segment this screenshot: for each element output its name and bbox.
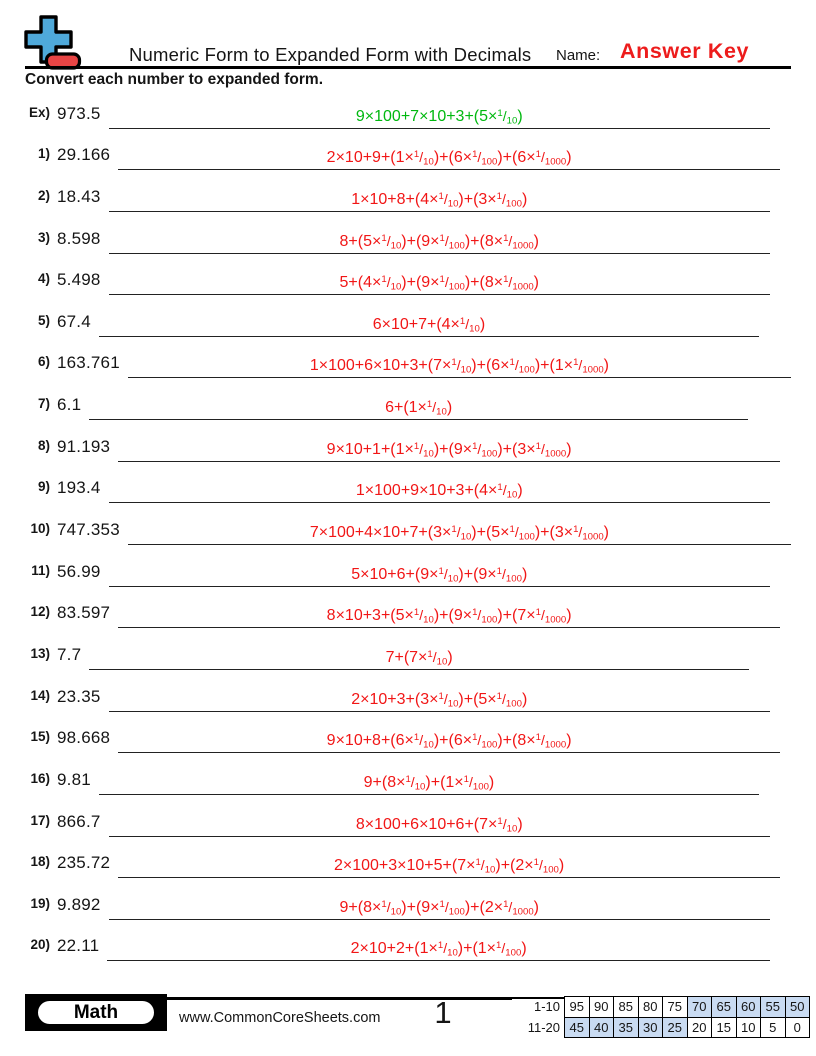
problem-row <box>0 254 770 296</box>
name-label: Name: <box>556 47 601 64</box>
answer-line <box>128 524 791 545</box>
problem-row <box>0 378 770 420</box>
answer-text: $2\times 10+3+(3\times^1/_{10})+(5\times^1/_{100})$ <box>351 690 528 709</box>
problem-label: 14) <box>30 687 50 703</box>
problem-number: 67.4 <box>57 311 91 331</box>
score-row <box>512 996 810 1018</box>
score-row-label: 1-10 <box>512 999 565 1014</box>
problem-number: 235.72 <box>57 853 111 873</box>
problem-label: 8) <box>37 437 50 453</box>
problem-row <box>0 129 770 171</box>
problems-list <box>0 87 770 961</box>
score-cell: 65 <box>711 996 737 1018</box>
problem-label: 16) <box>30 770 50 786</box>
problem-number: 9.892 <box>57 894 101 914</box>
problem-number: 7.7 <box>57 644 82 664</box>
score-cell: 30 <box>638 1017 664 1039</box>
answer-text: $8\times 10+3+(5\times^1/_{10})+(9\times^1/_{100})+(7\times^1/_{1000})$ <box>326 607 572 626</box>
problem-label: 10) <box>30 521 50 537</box>
answer-text: $5\times 10+6+(9\times^1/_{10})+(9\times^1/_{100})$ <box>351 565 528 585</box>
answer-text: $9\times 100+7\times 10+3+(5\times^1/_{10})$ <box>355 107 523 127</box>
score-cell: 5 <box>760 1017 786 1039</box>
problem-row <box>0 503 770 545</box>
page-title: Numeric Form to Expanded Form with Decimals <box>129 44 532 65</box>
problem-label: 4) <box>37 271 50 287</box>
answer-line <box>109 191 770 212</box>
answer-text: $7+(7\times^1/_{10})$ <box>385 648 453 668</box>
problem-row <box>0 795 770 837</box>
problem-label: 13) <box>30 645 50 661</box>
problem-label: 5) <box>37 312 50 328</box>
problem-label: 18) <box>30 854 50 870</box>
problem-label: 19) <box>30 895 50 911</box>
answer-text: $1\times 10+8+(4\times^1/_{10})+(3\times^1/_{100})$ <box>351 190 528 210</box>
score-table <box>512 996 810 1038</box>
problem-label: 11) <box>31 562 50 578</box>
answer-text: $2\times 100+3\times 10+5+(7\times^1/_{10})+(2\times^1/_{100})$ <box>333 857 565 876</box>
answer-text: $1\times 100+6\times 10+3+(7\times^1/_{10})+(6\times^1/_{100})+(1\times^1/_{1000})$ <box>309 357 609 376</box>
problem-number: 8.598 <box>57 228 101 248</box>
answer-line <box>118 441 780 462</box>
score-cell: 95 <box>564 996 590 1018</box>
answer-line <box>109 566 770 587</box>
answer-line <box>109 899 770 920</box>
score-cell: 90 <box>589 996 615 1018</box>
answer-line <box>99 316 759 337</box>
answer-line <box>118 857 780 878</box>
answer-text: $2\times 10+2+(1\times^1/_{10})+(1\times^1/_{100})$ <box>350 940 527 959</box>
problem-row <box>0 170 770 212</box>
score-cell: 35 <box>613 1017 639 1039</box>
problem-row <box>0 545 770 587</box>
problem-label: 12) <box>30 604 50 620</box>
page-number: 1 <box>434 995 452 1030</box>
problem-row <box>0 628 770 670</box>
problem-label: 17) <box>30 812 50 828</box>
problem-number: 5.498 <box>57 270 101 290</box>
score-row <box>512 1018 810 1039</box>
problem-row <box>0 295 770 337</box>
score-cell: 0 <box>785 1017 811 1039</box>
problem-label: 2) <box>37 187 50 203</box>
problem-label: 15) <box>30 729 50 745</box>
problem-number: 163.761 <box>57 353 120 373</box>
problem-number: 91.193 <box>57 436 111 456</box>
answer-line <box>118 732 780 753</box>
problem-row <box>0 462 770 504</box>
problem-number: 98.668 <box>57 728 111 748</box>
answer-line <box>89 399 748 420</box>
answer-text: $6+(1\times^1/_{10})$ <box>385 399 453 418</box>
score-cell: 25 <box>662 1017 688 1039</box>
problem-row <box>0 670 770 712</box>
answer-text: $7\times 100+4\times 10+7+(3\times^1/_{10})+(5\times^1/_{100})+(3\times^1/_{1000})$ <box>309 524 609 543</box>
problem-row <box>0 753 770 795</box>
score-cell: 40 <box>589 1017 615 1039</box>
problem-label: Ex) <box>28 104 50 120</box>
answer-line <box>89 649 749 670</box>
answer-line <box>118 149 780 170</box>
answer-text: $9\times 10+1+(1\times^1/_{10})+(9\times^1/_{100})+(3\times^1/_{1000})$ <box>326 440 572 460</box>
score-cell: 55 <box>760 996 786 1018</box>
score-row-label: 11-20 <box>512 1020 565 1035</box>
problem-label: 3) <box>37 229 50 245</box>
answer-line <box>118 607 780 628</box>
problem-row <box>0 587 770 629</box>
problem-label: 9) <box>37 479 50 495</box>
score-cell: 75 <box>662 996 688 1018</box>
answer-text: $5+(4\times^1/_{10})+(9\times^1/_{100})+(8\times^1/_{1000})$ <box>339 274 539 293</box>
problem-row <box>0 212 770 254</box>
problem-row <box>0 420 770 462</box>
problem-number: 18.43 <box>57 186 101 206</box>
answer-line <box>109 816 770 837</box>
problem-number: 83.597 <box>57 603 111 623</box>
answer-line <box>107 940 770 961</box>
answer-text: $9\times 10+8+(6\times^1/_{10})+(6\times^1/_{100})+(8\times^1/_{1000})$ <box>326 732 572 751</box>
answer-text: $8+(5\times^1/_{10})+(9\times^1/_{100})+(8\times^1/_{1000})$ <box>339 232 539 251</box>
problem-number: 9.81 <box>57 769 91 789</box>
problem-label: 1) <box>37 146 50 162</box>
score-cell: 50 <box>785 996 811 1018</box>
problem-number: 23.35 <box>57 686 101 706</box>
answer-text: $1\times 100+9\times 10+3+(4\times^1/_{10})$ <box>355 482 523 501</box>
answer-line <box>109 691 770 712</box>
problem-number: 22.11 <box>57 936 100 956</box>
answer-text: $9+(8\times^1/_{10})+(1\times^1/_{100})$ <box>363 773 495 793</box>
score-cell: 70 <box>687 996 713 1018</box>
answer-key-text: Answer Key <box>620 39 750 63</box>
problem-label: 6) <box>37 354 50 370</box>
problem-number: 6.1 <box>57 395 82 415</box>
answer-line <box>109 482 770 503</box>
answer-text: $2\times 10+9+(1\times^1/_{10})+(6\times^1/_{100})+(6\times^1/_{1000})$ <box>326 149 572 168</box>
problem-row <box>0 837 770 879</box>
instruction-text: Convert each number to expanded form. <box>25 71 323 88</box>
answer-text: $6\times 10+7+(4\times^1/_{10})$ <box>372 315 486 335</box>
score-cell: 20 <box>687 1017 713 1039</box>
score-cell: 45 <box>564 1017 590 1039</box>
problem-row <box>0 87 770 129</box>
problem-number: 866.7 <box>57 811 101 831</box>
problem-row <box>0 920 770 962</box>
problem-row <box>0 712 770 754</box>
answer-text: $9+(8\times^1/_{10})+(9\times^1/_{100})+(2\times^1/_{1000})$ <box>339 898 539 918</box>
score-cell: 80 <box>638 996 664 1018</box>
score-cell: 10 <box>736 1017 762 1039</box>
problem-number: 973.5 <box>57 103 101 123</box>
problem-number: 56.99 <box>57 561 101 581</box>
header-divider <box>25 66 791 69</box>
problem-label: 7) <box>37 396 50 412</box>
problem-row <box>0 337 770 379</box>
score-cell: 15 <box>711 1017 737 1039</box>
commoncoresheets-logo-icon <box>22 13 84 71</box>
subject-badge <box>25 994 167 1031</box>
answer-line <box>128 357 791 378</box>
score-cell: 60 <box>736 996 762 1018</box>
problem-number: 193.4 <box>57 478 101 498</box>
problem-number: 747.353 <box>57 520 120 540</box>
answer-line <box>109 274 770 295</box>
website-link: www.CommonCoreSheets.com <box>176 1010 383 1026</box>
problem-number: 29.166 <box>57 145 111 165</box>
answer-text: $8\times 100+6\times 10+6+(7\times^1/_{10})$ <box>355 815 523 834</box>
problem-row <box>0 878 770 920</box>
answer-line <box>99 774 759 795</box>
problem-label: 20) <box>30 937 50 953</box>
score-cell: 85 <box>613 996 639 1018</box>
subject-badge-label: Math <box>35 998 157 1027</box>
answer-line <box>109 108 770 129</box>
answer-line <box>109 233 770 254</box>
